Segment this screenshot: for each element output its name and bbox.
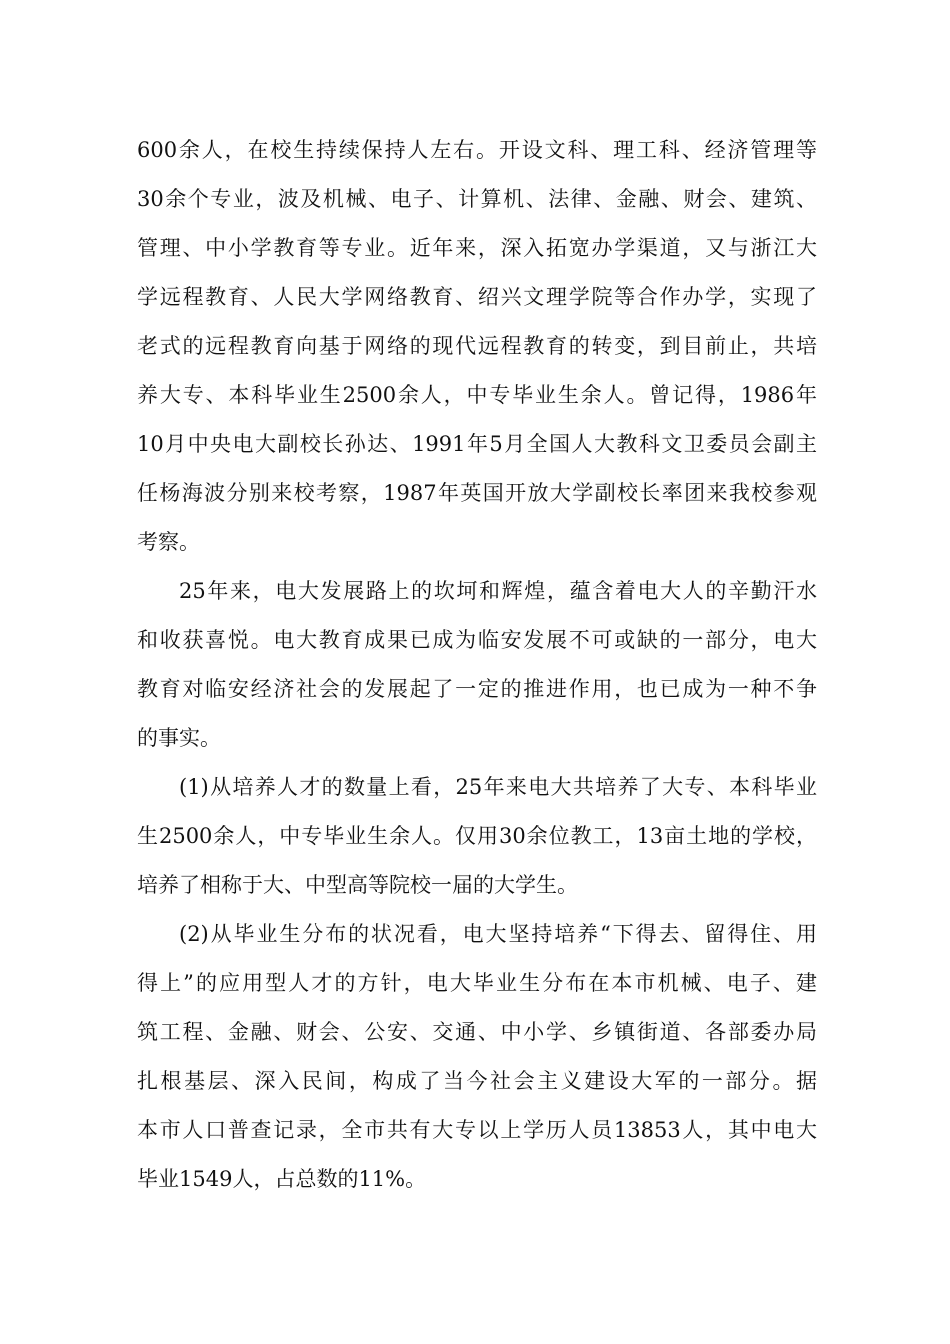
document-body	[137, 126, 817, 1204]
paragraph-enrollment-history	[137, 126, 817, 567]
text-line: 本市人口普查记录，全市共有大专以上学历人员13853人，其中电大	[137, 1118, 817, 1142]
text-line: 10月中央电大副校长孙达、1991年5月全国人大教科文卫委员会副主	[137, 432, 817, 456]
paragraph-25-years	[137, 567, 817, 763]
text-line: (1)从培养人才的数量上看，25年来电大共培养了大专、本科毕业	[179, 775, 817, 799]
text-line: 扎根基层、深入民间，构成了当今社会主义建设大军的一部分。据	[137, 1069, 817, 1093]
text-line: (2)从毕业生分布的状况看，电大坚持培养“下得去、留得住、用	[179, 922, 817, 946]
text-line: 管理、中小学教育等专业。近年来，深入拓宽办学渠道，又与浙江大	[137, 236, 817, 260]
paragraph-point-2	[137, 910, 817, 1204]
text-line: 筑工程、金融、财会、公安、交通、中小学、乡镇街道、各部委办局	[137, 1020, 817, 1044]
text-line: 任杨海波分别来校考察，1987年英国开放大学副校长率团来我校参观	[137, 481, 817, 505]
text-line: 毕业1549人，占总数的11%。	[137, 1167, 427, 1191]
text-line: 学远程教育、人民大学网络教育、绍兴文理学院等合作办学，实现了	[137, 285, 817, 309]
paragraph-point-1	[137, 763, 817, 910]
text-line: 教育对临安经济社会的发展起了一定的推进作用，也已成为一种不争	[137, 677, 817, 701]
text-line: 30余个专业，波及机械、电子、计算机、法律、金融、财会、建筑、	[137, 187, 817, 211]
text-line: 得上”的应用型人才的方针，电大毕业生分布在本市机械、电子、建	[137, 971, 817, 995]
text-line: 考察。	[137, 530, 200, 554]
text-line: 老式的远程教育向基于网络的现代远程教育的转变，到目前止，共培	[137, 334, 817, 358]
text-line: 的事实。	[137, 726, 221, 750]
text-line: 培养了相称于大、中型高等院校一届的大学生。	[137, 873, 578, 897]
text-line: 25年来，电大发展路上的坎坷和辉煌，蕴含着电大人的辛勤汗水	[179, 579, 817, 603]
text-line: 生2500余人，中专毕业生余人。仅用30余位教工，13亩土地的学校，	[137, 824, 817, 848]
text-line: 和收获喜悦。电大教育成果已成为临安发展不可或缺的一部分，电大	[137, 628, 817, 652]
text-line: 养大专、本科毕业生2500余人，中专毕业生余人。曾记得，1986年	[137, 383, 817, 407]
text-line: 600余人，在校生持续保持人左右。开设文科、理工科、经济管理等	[137, 138, 817, 162]
